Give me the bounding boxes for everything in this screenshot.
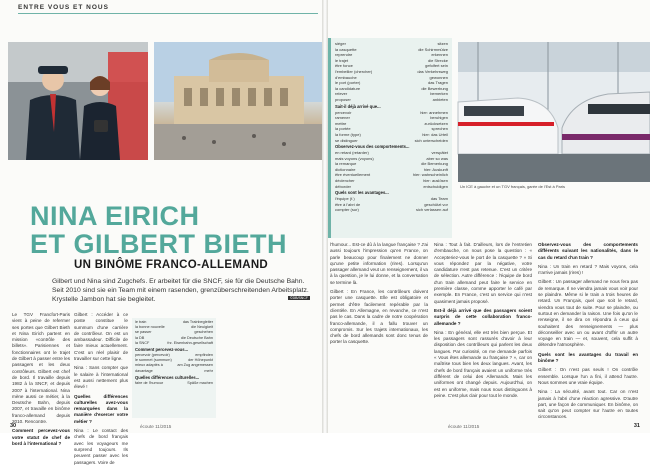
vocab-row: le sommet (summum) der Höhepunkt <box>135 358 213 363</box>
vocab-row: compter (sur) sich verlassen auf <box>335 207 448 213</box>
vocab-row: en retard (retarder) verspätet <box>335 150 448 156</box>
question-5: Quels sont les avantages du travail en binôme ? <box>538 351 638 364</box>
answer-nina-6: Nina : Un train en retard ? Mais voyons, cela n'arrive jamais (rires) ! <box>538 263 638 276</box>
vocab-row: le train das Trainbegleiter <box>135 320 213 324</box>
footer-brand-left: écoute 11/2015 <box>140 424 172 429</box>
vocab-row: ramener beruhigen <box>335 115 448 121</box>
answer-nina-7: Nina : La sécurité, avant tout. Car on n'est jamais à l'abri d'une réaction agressive. D'autre part, une façon de communiquer. En binôme, on sait qu'on peut compter sur l'autre en toutes circonstances. <box>538 389 638 420</box>
vocab-heading: Quelles différences culturelles... <box>135 374 200 380</box>
vocab-row: être à l'abri de geschützt vor <box>335 201 448 207</box>
answer-nina-3: l'humour... Est-ce dû à la langue française ? J'ai aussi toujours l'impression qu'en France, on parle beaucoup pour finalement ne donner qu'une petite information (rires). Lorsqu'un passager allemand veut un renseignement, il va à la question, je le lui donne, et la conversation se termine là. <box>330 242 428 285</box>
vocab-row: le trajet die Strecke <box>335 57 448 63</box>
vocab-row: mais voyons (voyons) aber so was <box>335 155 448 161</box>
vocab-heading: Sait-il déjà arrivé que... <box>335 103 381 109</box>
vocab-row: la casquette die Schirmmütze <box>335 46 448 52</box>
question-1: Comment percevez-vous votre statut de chef de bord à l'international ? <box>12 428 70 446</box>
portrait-illustration <box>8 42 148 160</box>
vocab-row: faire de l'humour Späße machen <box>135 380 213 385</box>
answer-gilbert-2: Gilbert : En France, les contrôleurs doivent porter une casquette. Elle est obligatoire et permet d'être facilement repérable par la clientèle. En Allemagne, en revanche, ce n'est pas le cas. Dans la cadre de notre coopération franco-allemande, il a fallu trouver un compromis. Sur les trajets internationaux, les chefs de bord allemands sont donc tenus de porter la casquette. <box>330 289 428 345</box>
vocab-heading: Quels sont les avantages... <box>335 190 389 196</box>
answer-nina-1: Nina : Sans compter que le salaire à l'international est aussi nettement plus élevé ! <box>74 365 128 390</box>
vocab-row: la DB die Deutsche Bahn <box>135 335 213 340</box>
answer-nina-4: Nina : Tout à fait. D'ailleurs, lors de l'entretien d'embauche, on nous pose la question : « Accepteriez-vous le port de la casquette ? » Si vous répondez par la négative, votre candidature n'est pas retenue. C'est un critère de sélection. Autre différence : l'équipe de bord d'un train allemand peut faire le service en première classe, comme apporter le café par exemple. En France, c'est un service qui n'est quasiment jamais proposé. <box>434 242 532 304</box>
vocab-row: la remarque die Bemerkung <box>335 161 448 167</box>
intro-paragraph: Le TGV Francfort-Paris vient à peine de refermer ses portes que Gilbert Bieth et Nina Eirich partent en mission «contrôle des billets». Parisiennes et fonctionnaires ont le trajet de Gilbert à passer entre les passagers et les deux contrôleurs. Gilbert est chef de bord. Il travaille depuis 1982 à la SNCF, et depuis 2007 à l'international. Nina mène aussi ce métier, à la Deutsche Bahn, depuis 2007, et travaille en binôme franco-allemand depuis 2010. Rencontre. <box>12 312 70 425</box>
left-column-2 <box>74 312 128 469</box>
vocab-row: la candidature die Bewerbung <box>335 85 448 91</box>
vocab-heading: Comment percevez-vous... <box>135 347 189 353</box>
vocab-row: la forme (type) hier: das Urteil <box>335 131 448 137</box>
article-subtitle: UN BINÔME FRANCO-ALLEMAND <box>74 259 269 271</box>
right-column-3 <box>538 242 638 424</box>
vocab-row: la SNCF frz. Eisenbahn-gesellschaft <box>135 340 213 345</box>
question-4: Observez-vous des comportements différents suivant les nationalités, dans le cas du retard d'un train ? <box>538 242 638 260</box>
answer-nina-5: Nina : En général, elle est très bien perçue. Et les passagers sont rassurés d'avoir à leur disposition des contrôleurs qui parlent les deux langues. Par curiosité, on me demande parfois « Vous êtes allemande ou française ? », car on maîtrise tous bien les deux langues. Avant, les chefs de bord français avaient un uniforme très différent de celui des Allemands. Mais les uniformes ont changé depuis. Aujourd'hui, on est en uniforme, mais nous nous distinguons à peine. C'est plus clair pour tout le monde. <box>434 329 532 398</box>
vocab-row: proposer anbieten <box>335 96 448 102</box>
train-photo-caption: Un ICE à gauche et un TGV français, garée de l'Est à Paris <box>460 184 565 189</box>
left-column-1 <box>12 312 70 450</box>
vocab-row: se distinguer sich unterscheiden <box>335 137 448 143</box>
station-photo <box>154 42 322 160</box>
vocab-row: être éventuellement hier: wahrscheinlich <box>335 172 448 178</box>
vocab-heading: Observez-vous des comportements... <box>335 144 410 150</box>
vocab-row: être fonce gefolfert sein <box>335 63 448 69</box>
question-2: Quelles différences culturelles avez-vous remarquées dans la manière d'exercer votre métier ? <box>74 393 128 424</box>
train-illustration <box>458 42 650 182</box>
vocab-row: relever bemerken <box>335 91 448 97</box>
vocab-row: la portée sprechen <box>335 126 448 132</box>
rubric-divider <box>18 13 318 14</box>
train-photo <box>458 42 650 182</box>
vocab-row: l'équipe (f.) das Team <box>335 196 448 202</box>
left-page <box>0 0 322 465</box>
title-line-1: NINA EIRICH <box>30 201 200 231</box>
vocab-box-right <box>328 38 452 238</box>
vocab-row: mieux adaptés à am Zug angemessen <box>135 363 213 368</box>
vocab-row: la bonne nouvelle die Neuigkeit <box>135 325 213 330</box>
vocab-row: percevoir (percevoir) empfinden <box>135 353 213 358</box>
vocab-row: l'embellier (chercher) das Verkehrsweg <box>335 68 448 74</box>
article-title <box>30 202 287 258</box>
answer-gilbert-4: Gilbert : On n'est pas seuls ! On contrôle ensemble. Lorsque l'un a fini, il attend l'autre. Nous sommes une vraie équipe. <box>538 367 638 385</box>
vocab-row: déborder entschuldigen <box>335 183 448 189</box>
footer-brand-right: écoute 11/2015 <box>448 424 480 429</box>
vocab-row: percevoir hier: annehmen <box>335 109 448 115</box>
page-number-left: 30 <box>10 423 17 429</box>
vocab-row: déclencher hier: auslösen <box>335 178 448 184</box>
right-column-2 <box>434 242 532 402</box>
answer-gilbert-3: Gilbert : Un passager allemand ne nous fera pas de remarque. Il ne viendra jamais vous voir pour se plaindre. Même si le train a trois heures de retard. Un Français, quel que soit le retard, viendra vous tout de suite. Pour se plaindre, ou surtout en demander la raison. Une fois qu'on le renseigne, il se dira on répondra à ceux qui souhaitent des renseignements — plus déconseiller avec un ou avant d'offrir un autre voyage en train — et, souvent, cela suffit à détendre l'atmosphère. <box>538 279 638 348</box>
article-lead: Gilbert und Nina sind Zugchefs. Er arbeitet für die SNCF, sie für die Deutsche Bahn. Seit 2010 sind sie ein Team mit einem rasenden, grenzüberschreitenden Arbeitsplatz. Krystelle Jambon hat sie begleitet. <box>52 278 309 303</box>
answer-gilbert-1: Gilbert : Accéder à ce poste constitue le summum d'une carrière de contrôleur. On est un ambassadeur. Difficile de faire mieux actuellement. C'est un réel plaisir de travailler sur cette ligne. <box>74 312 128 362</box>
vocab-row: dictionnaire hier: Auskunft <box>335 166 448 172</box>
vocab-row: d'embauche gewonnen <box>335 74 448 80</box>
answer-nina-2: Nina : Le contact des chefs de bord français avec les voyageurs me surprend toujours. Ils peuvent passer avec les passagers. Voire de <box>74 428 128 465</box>
title-line-2: ET GILBERT BIETH <box>30 229 287 259</box>
station-illustration <box>154 42 322 160</box>
vocab-row: mettre zurücksetzen <box>335 120 448 126</box>
right-page <box>328 0 650 433</box>
vocab-box-left <box>132 318 216 418</box>
section-rubric: ENTRE VOUS ET NOUS <box>18 4 109 11</box>
page-number-right: 31 <box>633 423 640 429</box>
question-3: Est-il déjà arrivé que des passagers soient surpris de cette collaboration franco-allemande ? <box>434 307 532 326</box>
vocab-row: davantage mehr <box>135 368 213 373</box>
vocab-row: siéger sitzen <box>335 41 448 46</box>
vocab-row: le port (porter) das Tragen <box>335 80 448 86</box>
vocab-row: reprendre erkennen <box>335 52 448 58</box>
vocab-row: se passer geschehen <box>135 330 213 335</box>
right-column-1 <box>330 242 428 349</box>
photo-credit: ©DB/SNCF <box>290 296 308 300</box>
portrait-photo <box>8 42 148 160</box>
